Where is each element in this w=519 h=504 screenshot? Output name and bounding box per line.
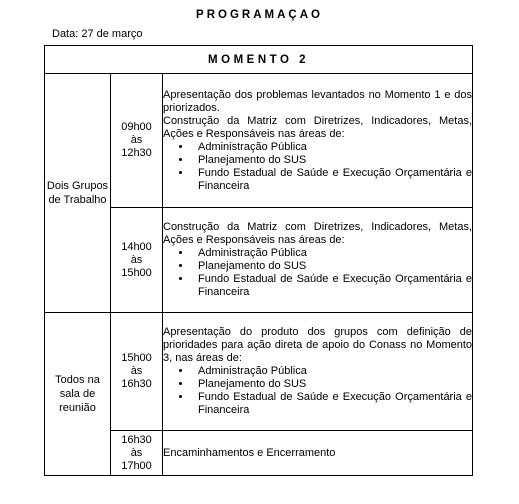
time-start: 15h00 bbox=[121, 352, 152, 364]
time-cell bbox=[111, 431, 163, 476]
time-start: 16h30 bbox=[121, 433, 152, 446]
group-label: Dois Grupos de Trabalho bbox=[45, 74, 111, 313]
session-paragraph: Apresentação do produto dos grupos com definição de prioridades para ação direta de apoio do Conass no Momento 3, nas áreas de: bbox=[163, 326, 473, 364]
time-sep: às bbox=[130, 446, 143, 459]
areas-list bbox=[163, 247, 472, 299]
session-paragraph: Construção da Matriz com Diretrizes, Indicadores, Metas, Ações e Responsáveis nas áreas de: bbox=[163, 221, 473, 246]
schedule-table bbox=[44, 45, 473, 476]
list-item: • Planejamento do SUS bbox=[192, 378, 472, 391]
time-end: 15h00 bbox=[121, 266, 152, 279]
time-start: 09h00 bbox=[121, 121, 152, 133]
time-sep: às bbox=[130, 253, 143, 266]
time-cell bbox=[111, 313, 163, 431]
list-item: • Fundo Estadual de Saúde e Execução Orçamentária e Financeira bbox=[192, 273, 472, 299]
time-cell bbox=[111, 208, 163, 313]
areas-list bbox=[163, 141, 472, 193]
session-row bbox=[45, 74, 473, 208]
session-content bbox=[163, 74, 473, 208]
list-item: • Administração Pública bbox=[192, 247, 472, 260]
time-start: 14h00 bbox=[121, 240, 152, 253]
list-item: • Fundo Estadual de Saúde e Execução Orçamentária e Financeira bbox=[192, 167, 472, 193]
areas-list bbox=[163, 365, 472, 417]
time-cell bbox=[111, 74, 163, 208]
session-paragraph: Construção da Matriz com Diretrizes, Indicadores, Metas, Ações e Responsáveis nas áreas de: bbox=[163, 114, 473, 140]
session-content bbox=[163, 208, 473, 313]
list-item: • Planejamento do SUS bbox=[192, 154, 472, 167]
time-sep: às bbox=[130, 134, 143, 146]
time-end: 17h00 bbox=[121, 459, 152, 472]
list-item: • Planejamento do SUS bbox=[192, 260, 472, 273]
session-paragraph: Apresentação dos problemas levantados no Momento 1 e dos priorizados. bbox=[163, 88, 473, 114]
session-row bbox=[45, 313, 473, 431]
time-end: 16h30 bbox=[121, 378, 152, 390]
session-content bbox=[163, 431, 473, 476]
list-item: • Fundo Estadual de Saúde e Execução Orçamentária e Financeira bbox=[192, 391, 472, 417]
group-label: Todos na sala de reunião bbox=[45, 313, 111, 476]
moment-header: MOMENTO 2 bbox=[45, 46, 473, 74]
list-item: • Administração Pública bbox=[192, 141, 472, 154]
list-item: • Administração Pública bbox=[192, 365, 472, 378]
session-paragraph: Encaminhamentos e Encerramento bbox=[163, 446, 336, 459]
time-sep: às bbox=[130, 365, 143, 377]
time-end: 12h30 bbox=[121, 147, 152, 159]
page-title: PROGRAMAÇAO bbox=[196, 9, 323, 21]
date-line: Data: 27 de março bbox=[52, 28, 143, 40]
session-content bbox=[163, 313, 473, 431]
